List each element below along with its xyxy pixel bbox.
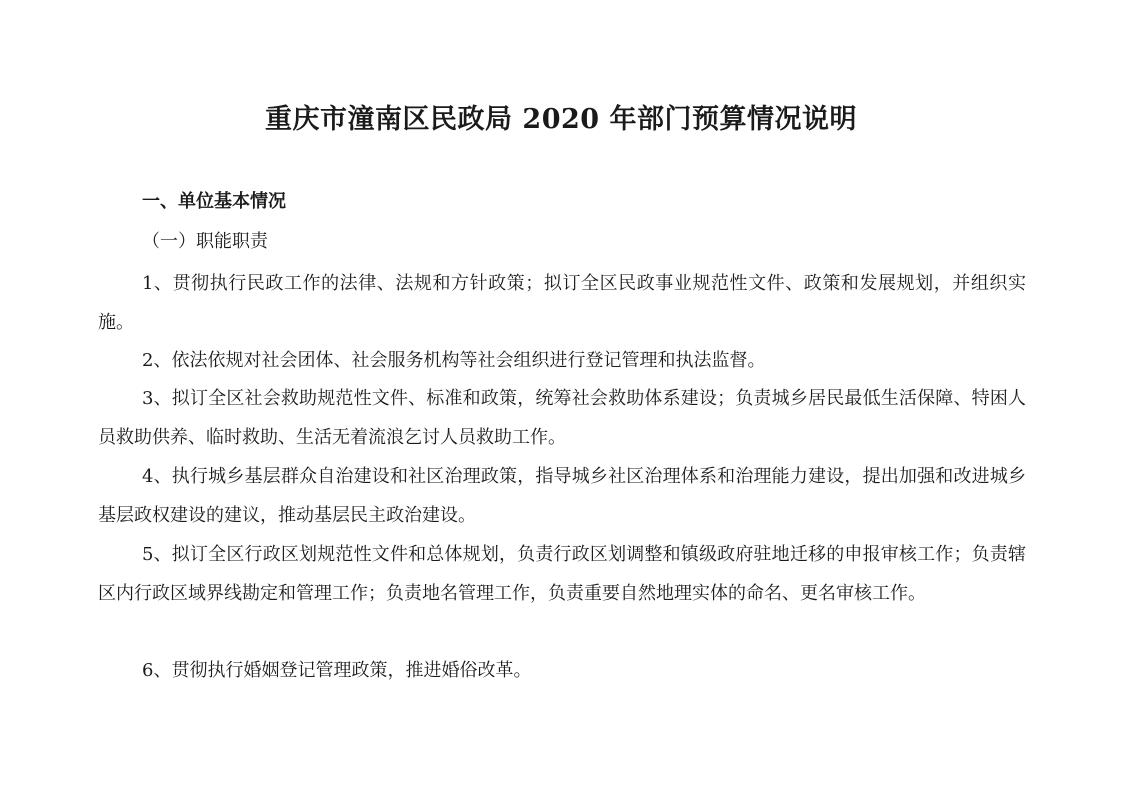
subsection-heading: （一）职能职责 (142, 231, 268, 252)
paragraph-1: 1、贯彻执行民政工作的法律、法规和方针政策；拟订全区民政事业规范性文件、政策和发展规划，并组织实施。 (98, 273, 1026, 333)
paragraph-5: 5、拟订全区行政区划规范性文件和总体规划，负责行政区划调整和镇级政府驻地迁移的申报审核工作；负责辖区内行政区域界线勘定和管理工作；负责地名管理工作，负责重要自然地理实体的命名、更名审核工作。 (98, 544, 1026, 604)
paragraph-4: 4、执行城乡基层群众自治建设和社区治理政策，指导城乡社区治理体系和治理能力建设，提出加强和改进城乡基层政权建设的建议，推动基层民主政治建设。 (98, 466, 1026, 526)
paragraph-3: 3、拟订全区社会救助规范性文件、标准和政策，统筹社会救助体系建设；负责城乡居民最低生活保障、特困人员救助供养、临时救助、生活无着流浪乞讨人员救助工作。 (98, 388, 1026, 448)
paragraph-2: 2、依法依规对社会团体、社会服务机构等社会组织进行登记管理和执法监督。 (142, 350, 766, 371)
document-title: 重庆市潼南区民政局 2020 年部门预算情况说明 (265, 104, 857, 135)
paragraph-6: 6、贯彻执行婚姻登记管理政策，推进婚俗改革。 (142, 660, 532, 681)
section-heading: 一、单位基本情况 (142, 191, 286, 212)
